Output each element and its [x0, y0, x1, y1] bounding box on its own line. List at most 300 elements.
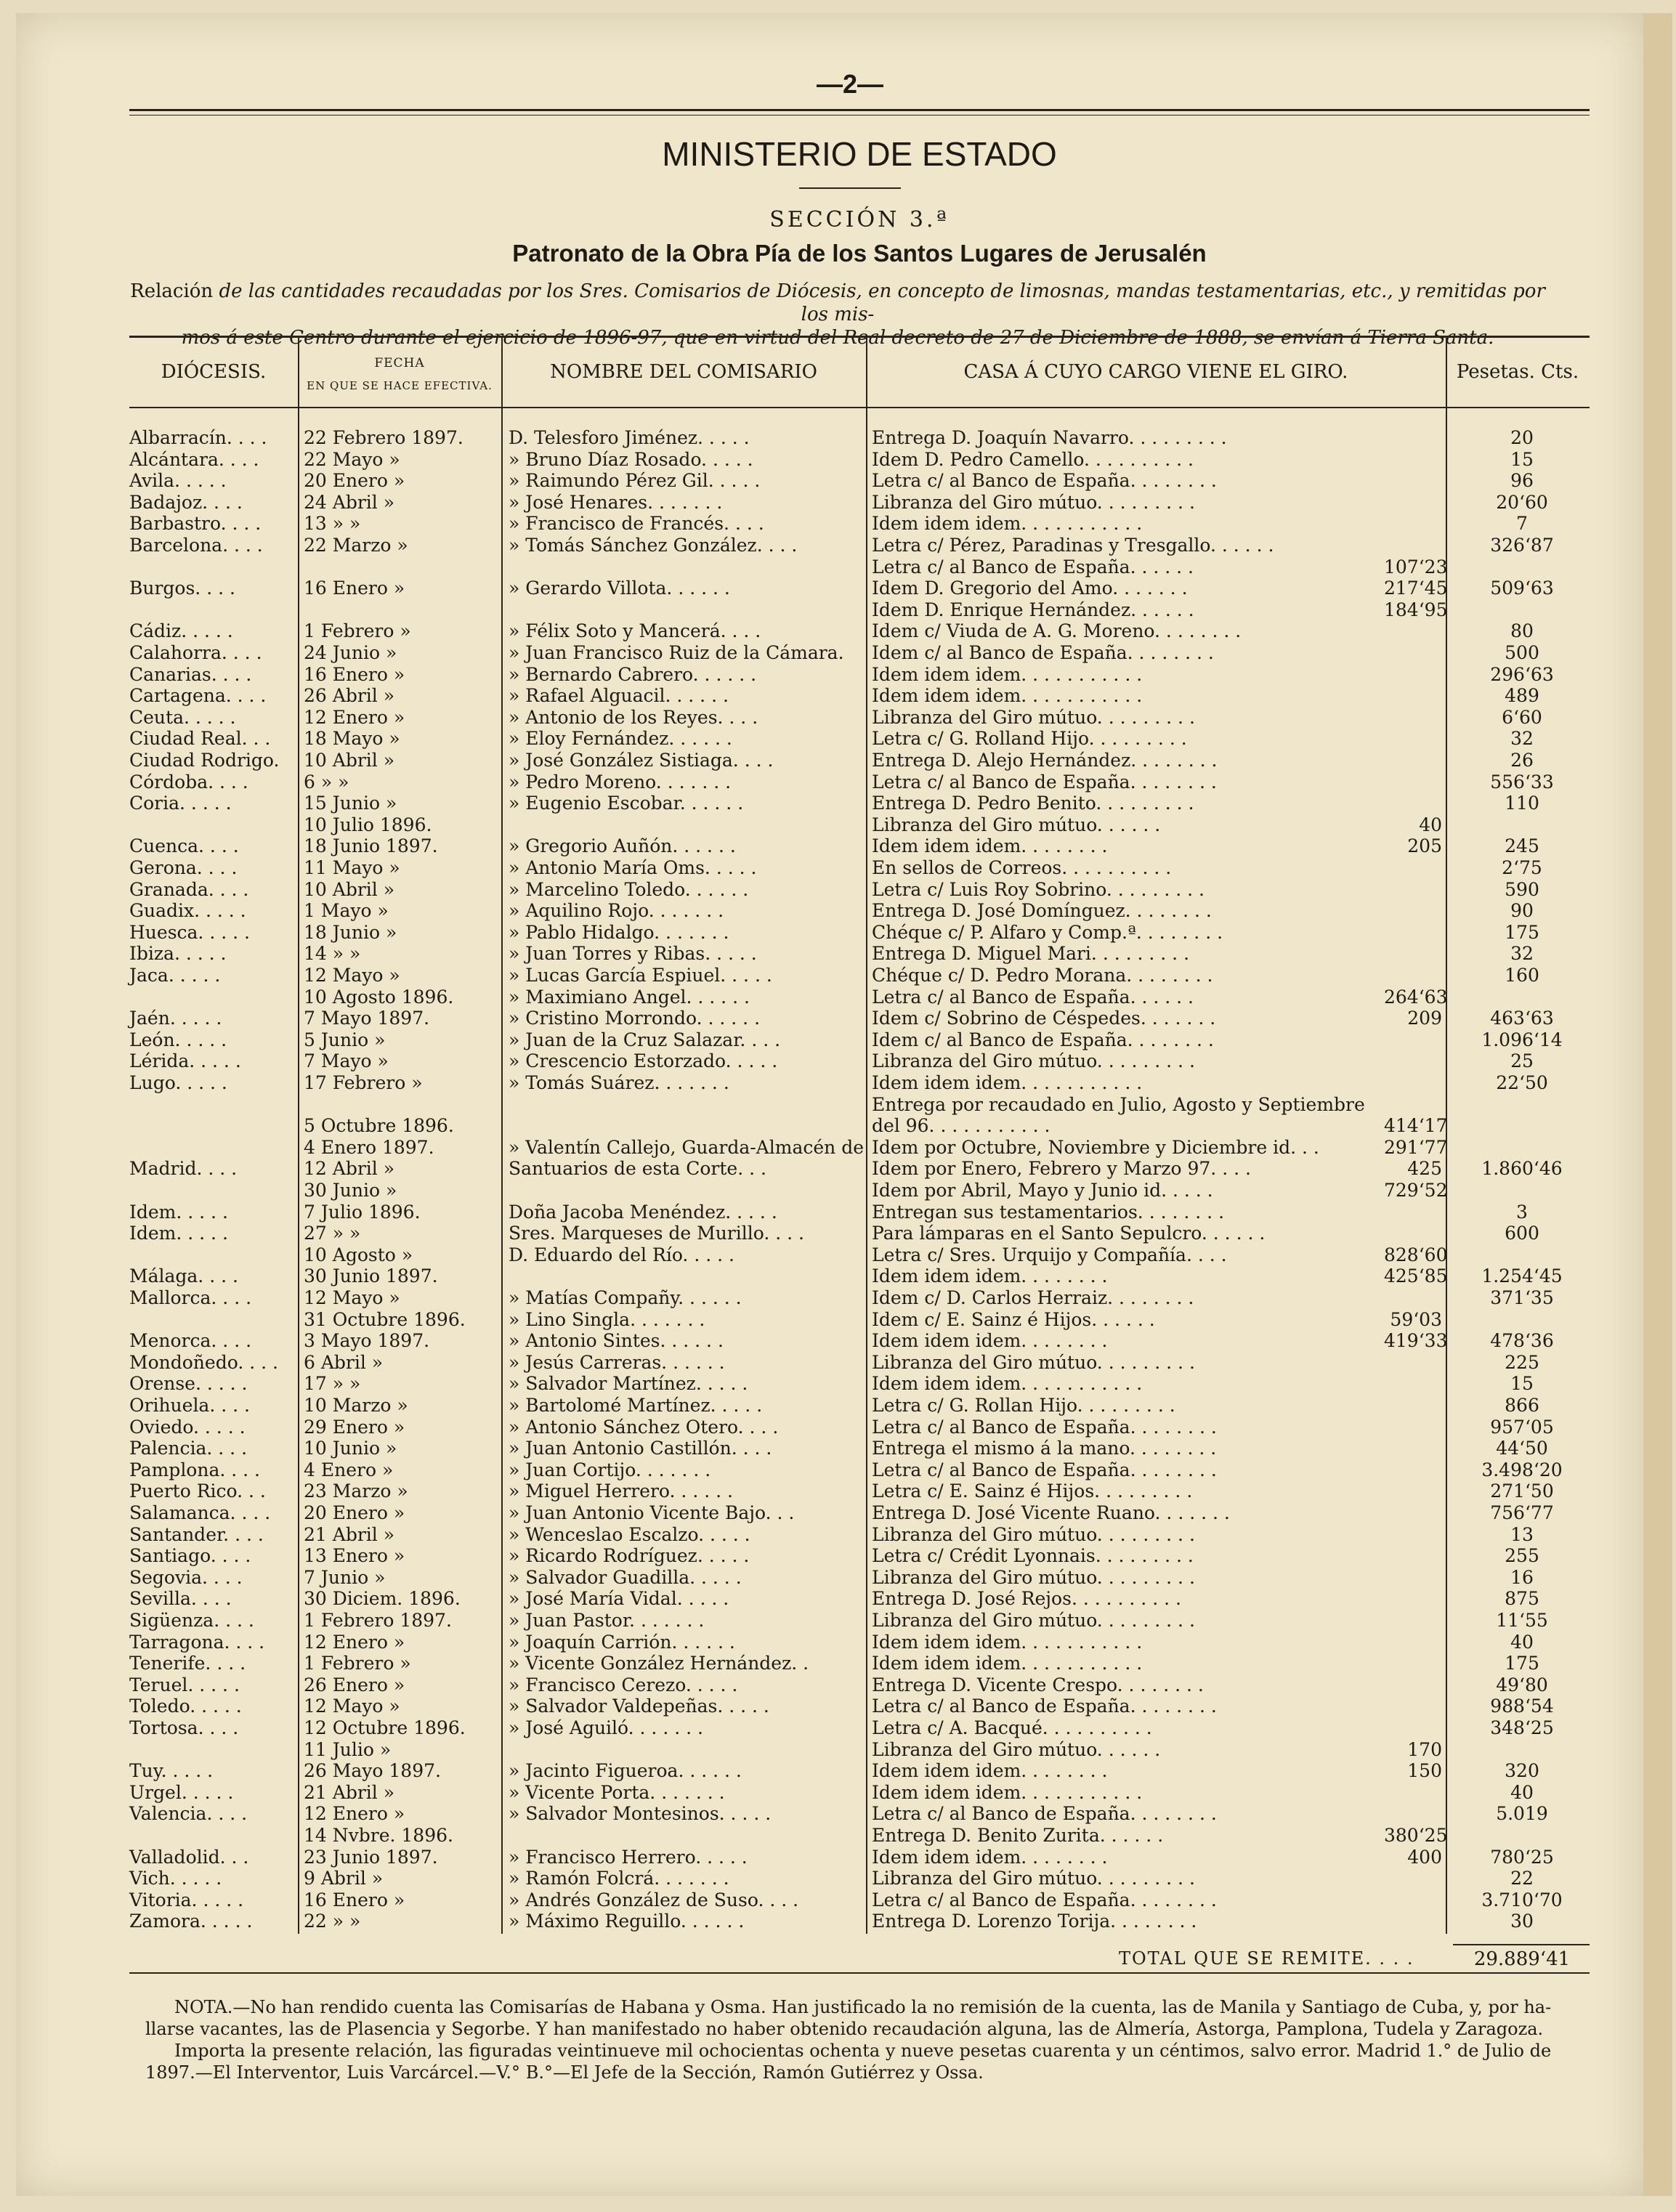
casa-cell: Idem c/ Sobrino de Céspedes. . . . . . .: [872, 1008, 1216, 1029]
comisario-cell: » Salvador Valdepeñas. . . . .: [509, 1696, 769, 1717]
table-row: [0, 427, 1676, 449]
pesetas-cell: 296‘63: [1490, 664, 1554, 685]
diocesis-cell: Ibiza. . . . .: [129, 943, 227, 964]
pesetas-cell: 590: [1505, 879, 1539, 900]
fecha-cell: 18 Mayo »: [304, 728, 400, 749]
fecha-cell: 5 Octubre 1896.: [304, 1115, 454, 1136]
table-row: [0, 1029, 1676, 1051]
fecha-cell: 5 Junio »: [304, 1029, 386, 1050]
table-row: [0, 1115, 1676, 1137]
col-header-casa: CASA Á CUYO CARGO VIENE EL GIRO.: [963, 361, 1348, 383]
diocesis-cell: Pamplona. . . .: [129, 1459, 260, 1480]
casa-cell: Libranza del Giro mútuo. . . . . .: [872, 814, 1161, 835]
fecha-cell: 1 Febrero 1897.: [304, 1610, 452, 1631]
pesetas-cell: 22‘50: [1496, 1072, 1548, 1093]
pesetas-cell: 255: [1505, 1545, 1539, 1566]
table-row: [0, 1158, 1676, 1180]
diocesis-cell: Cádiz. . . . .: [129, 620, 233, 641]
table-row: [0, 1202, 1676, 1223]
fecha-cell: 22 Febrero 1897.: [304, 427, 463, 448]
fecha-cell: 14 » »: [304, 943, 361, 964]
fecha-cell: 14 Nvbre. 1896.: [304, 1825, 453, 1846]
casa-cell: Idem idem idem. . . . . . . . . . .: [872, 1373, 1143, 1394]
table-row: [0, 900, 1676, 922]
total-rule: [1453, 1944, 1590, 1945]
comisario-cell: » José González Sistiaga. . . .: [509, 750, 774, 771]
header-rule: [129, 109, 1590, 116]
pesetas-cell: 957‘05: [1490, 1417, 1554, 1438]
table-row: [0, 1137, 1676, 1159]
table-row: [0, 1524, 1676, 1546]
diocesis-cell: Urgel. . . . .: [129, 1782, 234, 1803]
fecha-cell: 10 Junio »: [304, 1438, 397, 1459]
table-row: [0, 1094, 1676, 1116]
pesetas-cell: 1.860‘46: [1481, 1158, 1563, 1179]
casa-cell: Idem por Octubre, Noviembre y Diciembre id. . .: [872, 1137, 1319, 1158]
pesetas-cell: 3.710‘70: [1481, 1889, 1563, 1911]
casa-cell: Idem idem idem. . . . . . . . . . .: [872, 664, 1143, 685]
casa-cell: Chéque c/ P. Alfaro y Comp.ª. . . . . . . .: [872, 922, 1223, 943]
comisario-cell: » Salvador Montesinos. . . . .: [509, 1803, 772, 1824]
casa-cell: Letra c/ Luis Roy Sobrino. . . . . . . . .: [872, 879, 1205, 900]
casa-cell: Idem idem idem. . . . . . . . . . .: [872, 1072, 1143, 1093]
table-row: [0, 1417, 1676, 1438]
comisario-cell: » Crescencio Estorzado. . . . .: [509, 1050, 778, 1071]
table-row: [0, 1330, 1676, 1352]
comisario-cell: » Cristino Morrondo. . . . . .: [509, 1008, 761, 1029]
fecha-cell: 7 Mayo »: [304, 1050, 389, 1071]
casa-cell: Entrega D. Joaquín Navarro. . . . . . . . .: [872, 427, 1227, 448]
diocesis-cell: Tuy. . . . .: [129, 1760, 214, 1781]
pesetas-cell: 7: [1516, 513, 1528, 534]
casa-cell: Letra c/ al Banco de España. . . . . . . .: [872, 1459, 1217, 1480]
comisario-cell: » Juan Antonio Castillón. . . .: [509, 1438, 772, 1459]
diocesis-cell: Córdoba. . . .: [129, 771, 248, 793]
diocesis-cell: Orense. . . . .: [129, 1373, 248, 1394]
fecha-cell: 1 Mayo »: [304, 900, 389, 921]
comisario-cell: » Francisco de Francés. . . .: [509, 513, 764, 534]
casa-cell: Idem c/ Viuda de A. G. Moreno. . . . . . . .: [872, 620, 1242, 641]
casa-cell: Libranza del Giro mútuo. . . . . . . . .: [872, 1610, 1195, 1631]
table-row: [0, 1265, 1676, 1287]
fecha-cell: 26 Enero »: [304, 1674, 405, 1696]
table-row: [0, 513, 1676, 535]
casa-cell: Idem idem idem. . . . . . . . . . .: [872, 1782, 1143, 1803]
diocesis-cell: Ceuta. . . . .: [129, 707, 236, 728]
diocesis-cell: Barbastro. . . .: [129, 513, 262, 534]
table-row: [0, 965, 1676, 987]
pesetas-cell: 1.254‘45: [1481, 1265, 1563, 1287]
diocesis-cell: Orihuela. . . .: [129, 1395, 250, 1416]
pesetas-cell: 348‘25: [1490, 1717, 1554, 1738]
comisario-cell: Doña Jacoba Menéndez. . . . .: [509, 1202, 777, 1223]
table-row: [0, 1395, 1676, 1417]
comisario-cell: » Gregorio Auñón. . . . . .: [509, 835, 736, 856]
comisario-cell: » Jesús Carreras. . . . . .: [509, 1352, 725, 1373]
casa-cell: Idem idem idem. . . . . . . . . . .: [872, 1653, 1143, 1674]
fecha-cell: 12 Abril »: [304, 1158, 394, 1179]
total-label: TOTAL QUE SE REMITE. . . .: [1119, 1948, 1414, 1969]
comisario-cell: » Miguel Herrero. . . . . .: [509, 1480, 733, 1502]
casa-cell: Letra c/ Crédit Lyonnais. . . . . . . . .: [872, 1545, 1194, 1566]
fecha-cell: 10 Agosto »: [304, 1244, 413, 1265]
comisario-cell: » Pedro Moreno. . . . . . .: [509, 771, 732, 793]
casa-cell: Libranza del Giro mútuo. . . . . . . . .: [872, 1352, 1195, 1373]
pesetas-cell: 11‘55: [1496, 1610, 1548, 1631]
pesetas-cell: 1.096‘14: [1481, 1029, 1563, 1050]
subtotal-cell: 150: [1407, 1760, 1442, 1781]
pesetas-cell: 96: [1510, 470, 1534, 491]
subtotal-cell: 414‘17: [1384, 1115, 1448, 1136]
comisario-cell: » Antonio Sánchez Otero. . . .: [509, 1417, 779, 1438]
comisario-cell: » Juan Pastor. . . . . . .: [509, 1610, 705, 1631]
diocesis-cell: Huesca. . . . .: [129, 922, 250, 943]
pesetas-cell: 2‘75: [1502, 857, 1542, 878]
pesetas-cell: 225: [1505, 1352, 1539, 1373]
casa-cell: Letra c/ al Banco de España. . . . . . . .: [872, 771, 1217, 793]
table-row: [0, 771, 1676, 793]
title-rule: [799, 187, 901, 189]
diocesis-cell: Cartagena. . . .: [129, 685, 267, 706]
fecha-cell: 26 Abril »: [304, 685, 394, 706]
table-row: [0, 1567, 1676, 1589]
table-row: [0, 922, 1676, 944]
table-row: [0, 1373, 1676, 1395]
comisario-cell: » Rafael Alguacil. . . . . .: [509, 685, 729, 706]
subtotal-cell: 184‘95: [1384, 599, 1448, 620]
table-row: [0, 1459, 1676, 1481]
casa-cell: Letra c/ Pérez, Paradinas y Tresgallo. . . . . .: [872, 535, 1274, 556]
comisario-cell: » Francisco Herrero. . . . .: [509, 1847, 748, 1868]
diocesis-cell: Sevilla. . . .: [129, 1588, 232, 1609]
pesetas-cell: 80: [1510, 620, 1534, 641]
fecha-cell: 20 Enero »: [304, 1502, 405, 1523]
subtotal-cell: 59‘03: [1390, 1309, 1442, 1330]
pesetas-cell: 556‘33: [1490, 771, 1554, 793]
diocesis-cell: Tenerife. . . .: [129, 1653, 246, 1674]
table-row: [0, 1889, 1676, 1911]
pesetas-cell: 175: [1505, 1653, 1539, 1674]
comisario-cell: » Raimundo Pérez Gil. . . . .: [509, 470, 761, 491]
comisario-cell: » Juan de la Cruz Salazar. . . .: [509, 1029, 781, 1050]
fecha-cell: 22 » »: [304, 1911, 361, 1932]
comisario-cell: » Wenceslao Escalzo. . . . .: [509, 1524, 750, 1545]
pesetas-cell: 780‘25: [1490, 1847, 1554, 1868]
subtotal-cell: 107‘23: [1384, 556, 1448, 578]
comisario-cell: » Bartolomé Martínez. . . . .: [509, 1395, 763, 1416]
table-row: [0, 1480, 1676, 1502]
col-header-fecha: FECHA: [374, 356, 425, 370]
casa-cell: Chéque c/ D. Pedro Morana. . . . . . . .: [872, 965, 1213, 986]
fecha-cell: 3 Mayo 1897.: [304, 1330, 430, 1351]
fecha-cell: 30 Junio 1897.: [304, 1265, 438, 1287]
table-row: [0, 1632, 1676, 1653]
diocesis-cell: Idem. . . . .: [129, 1223, 228, 1244]
subtotal-cell: 209: [1407, 1008, 1442, 1029]
casa-cell: Letra c/ al Banco de España. . . . . . . .: [872, 1696, 1217, 1717]
pesetas-cell: 49‘80: [1496, 1674, 1548, 1696]
comisario-cell: » Juan Torres y Ribas. . . . .: [509, 943, 757, 964]
fecha-cell: 30 Diciem. 1896.: [304, 1588, 461, 1609]
table-row: [0, 1674, 1676, 1696]
casa-cell: Entrega D. Lorenzo Torija. . . . . . . .: [872, 1911, 1197, 1932]
comisario-cell: D. Eduardo del Río. . . . .: [509, 1244, 734, 1265]
footer-rule: [129, 1972, 1590, 1974]
comisario-cell: » Juan Francisco Ruiz de la Cámara.: [509, 642, 844, 663]
pesetas-cell: 20‘60: [1496, 492, 1548, 513]
fecha-cell: 6 Abril »: [304, 1352, 384, 1373]
casa-cell: Idem idem idem. . . . . . . . . . .: [872, 1632, 1143, 1653]
fecha-cell: 13 Enero »: [304, 1545, 405, 1566]
comisario-cell: » Máximo Reguillo. . . . . .: [509, 1911, 745, 1932]
comisario-cell: » Tomás Sánchez González. . . .: [509, 535, 798, 556]
fecha-cell: 20 Enero »: [304, 470, 405, 491]
table-row: [0, 793, 1676, 814]
table-row: [0, 1223, 1676, 1244]
diocesis-cell: Menorca. . . .: [129, 1330, 252, 1351]
comisario-cell: » Valentín Callejo, Guarda-Almacén de: [509, 1137, 864, 1158]
subtotal-cell: 425: [1407, 1158, 1442, 1179]
comisario-cell: » Eloy Fernández. . . . . .: [509, 728, 732, 749]
casa-cell: Idem idem idem. . . . . . . .: [872, 835, 1108, 856]
casa-cell: En sellos de Correos. . . . . . . . . .: [872, 857, 1172, 878]
table-row: [0, 750, 1676, 771]
comisario-cell: Santuarios de esta Corte. . .: [509, 1158, 766, 1179]
pesetas-cell: 22: [1510, 1868, 1534, 1889]
fecha-cell: 12 Enero »: [304, 1803, 405, 1824]
table-row: [0, 1803, 1676, 1825]
fecha-cell: 13 » »: [304, 513, 361, 534]
pesetas-cell: 26: [1510, 750, 1534, 771]
intro-lead: Relación: [130, 280, 214, 302]
casa-cell: Letra c/ E. Sainz é Hijos. . . . . . . . .: [872, 1480, 1193, 1502]
fecha-cell: 10 Agosto 1896.: [304, 987, 454, 1008]
diocesis-cell: Vich. . . . .: [129, 1868, 222, 1889]
table-row: [0, 1309, 1676, 1331]
table-row: [0, 1760, 1676, 1782]
casa-cell: Libranza del Giro mútuo. . . . . . . . .: [872, 492, 1195, 513]
diocesis-cell: Santander. . . .: [129, 1524, 264, 1545]
fecha-cell: 21 Abril »: [304, 1782, 394, 1803]
casa-cell: Entrega D. José Vicente Ruano. . . . . . .: [872, 1502, 1230, 1523]
casa-cell: Libranza del Giro mútuo. . . . . . . . .: [872, 1868, 1195, 1889]
table-row: [0, 1847, 1676, 1868]
table-row: [0, 987, 1676, 1008]
pesetas-cell: 6‘60: [1502, 707, 1542, 728]
casa-cell: Libranza del Giro mútuo. . . . . .: [872, 1739, 1161, 1760]
table-row: [0, 449, 1676, 471]
comisario-cell: D. Telesforo Jiménez. . . . .: [509, 427, 750, 448]
comisario-cell: » Andrés González de Suso. . . .: [509, 1889, 799, 1911]
casa-cell: Idem por Abril, Mayo y Junio id. . . . .: [872, 1180, 1213, 1201]
table-row: [0, 1782, 1676, 1804]
table-row: [0, 556, 1676, 578]
fecha-cell: 1 Febrero »: [304, 1653, 411, 1674]
casa-cell: Libranza del Giro mútuo. . . . . . . . .: [872, 1050, 1195, 1071]
table-row: [0, 1588, 1676, 1610]
subtotal-cell: 40: [1419, 814, 1442, 835]
pesetas-cell: 40: [1510, 1632, 1534, 1653]
comisario-cell: » Juan Antonio Vicente Bajo. . .: [509, 1502, 795, 1523]
casa-cell: Idem idem idem. . . . . . . . . . .: [872, 685, 1143, 706]
diocesis-cell: Oviedo. . . . .: [129, 1417, 246, 1438]
fecha-cell: 11 Mayo »: [304, 857, 400, 878]
casa-cell: Entrega el mismo á la mano. . . . . . . .: [872, 1438, 1217, 1459]
casa-cell: Letra c/ Sres. Urquijo y Compañía. . . .: [872, 1244, 1227, 1265]
diocesis-cell: Málaga. . . .: [129, 1265, 238, 1287]
table-row: [0, 879, 1676, 901]
fecha-cell: 12 Mayo »: [304, 1696, 400, 1717]
fecha-cell: 16 Enero »: [304, 1889, 405, 1911]
pesetas-cell: 988‘54: [1490, 1696, 1554, 1717]
fecha-cell: 29 Enero »: [304, 1417, 405, 1438]
diocesis-cell: Alcántara. . . .: [129, 449, 259, 470]
casa-cell: Letra c/ al Banco de España. . . . . . . .: [872, 470, 1217, 491]
diocesis-cell: Granada. . . .: [129, 879, 249, 900]
fecha-cell: 7 Mayo 1897.: [304, 1008, 430, 1029]
diocesis-cell: Teruel. . . . .: [129, 1674, 240, 1696]
casa-cell: Idem c/ al Banco de España. . . . . . . .: [872, 1029, 1214, 1050]
casa-cell: Letra c/ A. Bacqué. . . . . . . . . .: [872, 1717, 1152, 1738]
table-row: [0, 578, 1676, 599]
comisario-cell: » Ricardo Rodríguez. . . . .: [509, 1545, 750, 1566]
table-row: [0, 943, 1676, 965]
diocesis-cell: Salamanca. . . .: [129, 1502, 271, 1523]
table-row: [0, 857, 1676, 879]
diocesis-cell: Burgos. . . .: [129, 578, 235, 599]
casa-cell: Idem D. Pedro Camello. . . . . . . . . .: [872, 449, 1194, 470]
casa-cell: Idem c/ E. Sainz é Hijos. . . . . .: [872, 1309, 1155, 1330]
diocesis-cell: Lérida. . . . .: [129, 1050, 241, 1071]
pesetas-cell: 489: [1505, 685, 1539, 706]
fecha-cell: 17 » »: [304, 1373, 361, 1394]
casa-cell: del 96. . . . . . . . . . .: [872, 1115, 1050, 1136]
comisario-cell: » José María Vidal. . . . .: [509, 1588, 729, 1609]
comisario-cell: » Lino Singla. . . . . . .: [509, 1309, 705, 1330]
table-row: [0, 470, 1676, 492]
section-title: SECCIÓN 3.ª: [769, 207, 950, 232]
col-header-diocesis: DIÓCESIS.: [161, 361, 267, 383]
pesetas-cell: 271‘50: [1490, 1480, 1554, 1502]
diocesis-cell: Ciudad Rodrigo.: [129, 750, 280, 771]
table-row: [0, 1545, 1676, 1567]
casa-cell: Libranza del Giro mútuo. . . . . . . . .: [872, 707, 1195, 728]
casa-cell: Letra c/ al Banco de España. . . . . . . .: [872, 1889, 1217, 1911]
table-row: [0, 642, 1676, 664]
fecha-cell: 10 Julio 1896.: [304, 814, 432, 835]
diocesis-cell: Coria. . . . .: [129, 793, 232, 814]
casa-cell: Letra c/ al Banco de España. . . . . .: [872, 556, 1194, 578]
pesetas-cell: 16: [1510, 1567, 1534, 1588]
note-line-2: llarse vacantes, las de Plasencia y Segorbe. Y han manifestado no haber obtenido recaudación alguna, las de Almería, Astorga, Pamplona, Tudela y Zaragoza.: [145, 2019, 1544, 2039]
diocesis-cell: Avila. . . . .: [129, 470, 227, 491]
casa-cell: Letra c/ al Banco de España. . . . . . . .: [872, 1417, 1217, 1438]
fecha-cell: 16 Enero »: [304, 578, 405, 599]
fecha-cell: 10 Abril »: [304, 879, 394, 900]
table-row: [0, 620, 1676, 642]
casa-cell: Idem c/ al Banco de España. . . . . . . .: [872, 642, 1214, 663]
fecha-cell: 10 Abril »: [304, 750, 394, 771]
comisario-cell: » Francisco Cerezo. . . . .: [509, 1674, 738, 1696]
subtotal-cell: 729‘52: [1384, 1180, 1448, 1201]
comisario-cell: » Lucas García Espiuel. . . . .: [509, 965, 772, 986]
casa-cell: Libranza del Giro mútuo. . . . . . . . .: [872, 1524, 1195, 1545]
fecha-cell: 15 Junio »: [304, 793, 397, 814]
pesetas-cell: 756‘77: [1490, 1502, 1554, 1523]
subtotal-cell: 291‘77: [1384, 1137, 1448, 1158]
pesetas-cell: 3.498‘20: [1481, 1459, 1563, 1480]
fecha-cell: 12 Mayo »: [304, 1287, 400, 1308]
table-row: [0, 1180, 1676, 1202]
subtotal-cell: 170: [1407, 1739, 1442, 1760]
comisario-cell: » Salvador Guadilla. . . . .: [509, 1567, 742, 1588]
fecha-cell: 7 Junio »: [304, 1567, 386, 1588]
comisario-cell: » Antonio de los Reyes. . . .: [509, 707, 758, 728]
fecha-cell: 21 Abril »: [304, 1524, 394, 1545]
pesetas-cell: 90: [1510, 900, 1534, 921]
table-row: [0, 1072, 1676, 1094]
table-row: [0, 835, 1676, 857]
diocesis-cell: Jaén. . . . .: [129, 1008, 222, 1029]
fecha-cell: 27 » »: [304, 1223, 361, 1244]
pesetas-cell: 175: [1505, 922, 1539, 943]
diocesis-cell: Palencia. . . .: [129, 1438, 248, 1459]
pesetas-cell: 3: [1516, 1202, 1528, 1223]
fecha-cell: 31 Octubre 1896.: [304, 1309, 466, 1330]
casa-cell: Idem c/ D. Carlos Herraiz. . . . . . . .: [872, 1287, 1194, 1308]
table-header-rule: [129, 407, 1590, 408]
comisario-cell: » Matías Compañy. . . . . .: [509, 1287, 742, 1308]
casa-cell: Idem idem idem. . . . . . . .: [872, 1265, 1108, 1287]
casa-cell: Idem idem idem. . . . . . . .: [872, 1847, 1108, 1868]
casa-cell: Idem idem idem. . . . . . . . . . .: [872, 513, 1143, 534]
casa-cell: Entrega D. Miguel Mari. . . . . . . . .: [872, 943, 1190, 964]
note-line-1: NOTA.—No han rendido cuenta las Comisarías de Habana y Osma. Han justificado la no remisión de la cuenta, las de Manila y Santiago de Cuba, y, por ha-: [174, 1997, 1552, 2017]
diocesis-cell: Jaca. . . . .: [129, 965, 221, 986]
fecha-cell: 7 Julio 1896.: [304, 1202, 421, 1223]
pesetas-cell: 245: [1505, 835, 1539, 856]
casa-cell: Libranza del Giro mútuo. . . . . . . . .: [872, 1567, 1195, 1588]
pesetas-cell: 600: [1505, 1223, 1539, 1244]
table-row: [0, 599, 1676, 621]
comisario-cell: » Marcelino Toledo. . . . . .: [509, 879, 749, 900]
comisario-cell: » Antonio Sintes. . . . . .: [509, 1330, 724, 1351]
diocesis-cell: Mondoñedo. . . .: [129, 1352, 278, 1373]
fecha-cell: 18 Junio »: [304, 922, 397, 943]
diocesis-cell: Vitoria. . . . .: [129, 1889, 244, 1911]
table-row: [0, 1438, 1676, 1459]
fecha-cell: 12 Mayo »: [304, 965, 400, 986]
casa-cell: Entrega por recaudado en Julio, Agosto y Septiembre: [872, 1094, 1365, 1115]
diocesis-cell: Mallorca. . . .: [129, 1287, 252, 1308]
table-row: [0, 1911, 1676, 1932]
fecha-cell: 12 Enero »: [304, 1632, 405, 1653]
ministry-title: MINISTERIO DE ESTADO: [662, 135, 1057, 173]
col-header-pesetas: Pesetas. Cts.: [1456, 361, 1579, 383]
pesetas-cell: 110: [1505, 793, 1539, 814]
fecha-cell: 4 Enero »: [304, 1459, 394, 1480]
casa-cell: Idem idem idem. . . . . . . .: [872, 1760, 1108, 1781]
casa-cell: Entrega D. Alejo Hernández. . . . . . . .: [872, 750, 1218, 771]
pesetas-cell: 875: [1505, 1588, 1539, 1609]
comisario-cell: » Pablo Hidalgo. . . . . . .: [509, 922, 729, 943]
subtotal-cell: 264‘63: [1384, 987, 1448, 1008]
diocesis-cell: Segovia. . . .: [129, 1567, 243, 1588]
comisario-cell: » Vicente González Hernández. .: [509, 1653, 809, 1674]
pesetas-cell: 160: [1505, 965, 1539, 986]
diocesis-cell: Gerona. . . .: [129, 857, 238, 878]
pesetas-cell: 25: [1510, 1050, 1534, 1071]
